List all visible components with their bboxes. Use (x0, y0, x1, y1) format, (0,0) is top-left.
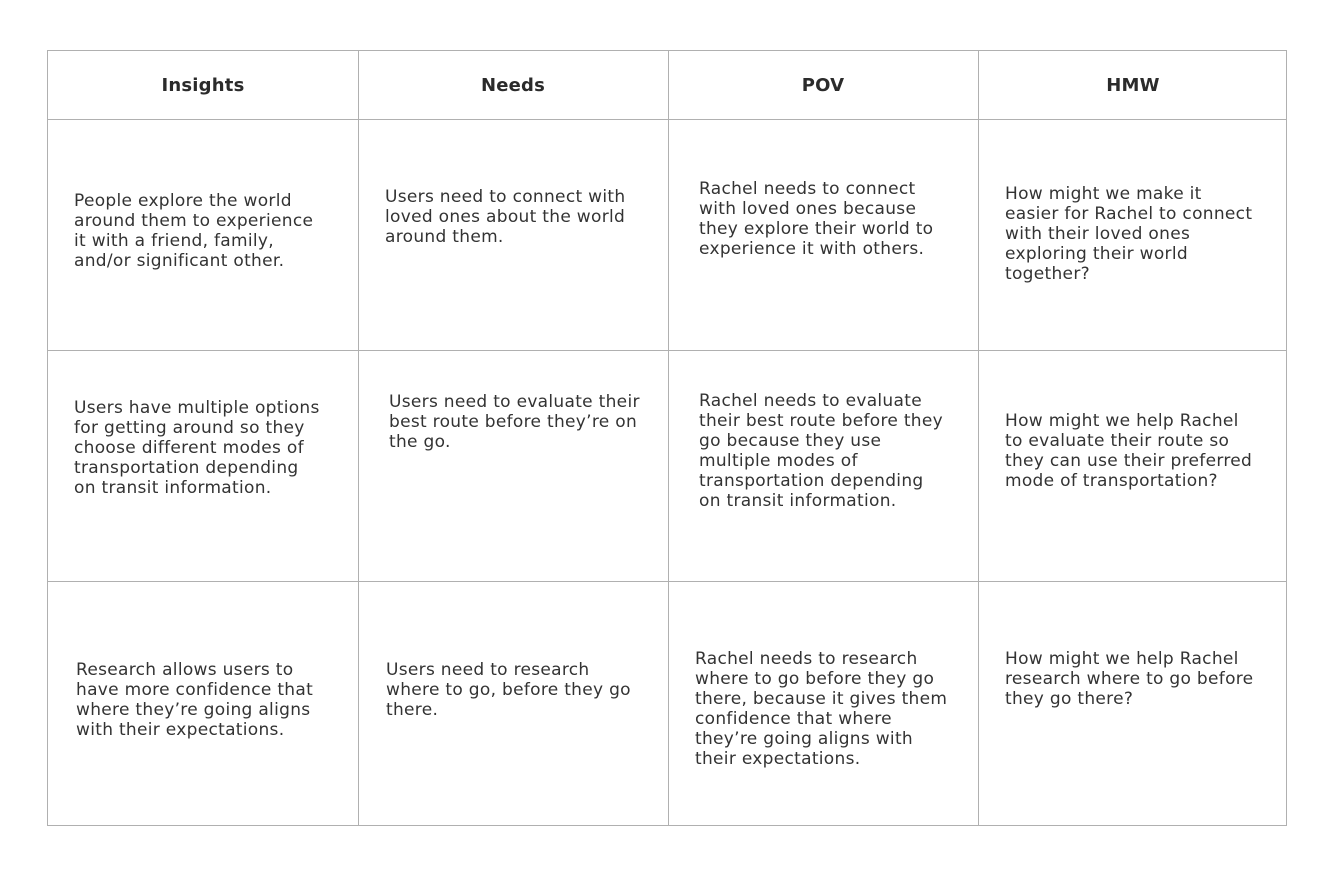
column-divider (978, 51, 979, 825)
row-3-hmw: How might we help Rachel research where to go before they go there? (1005, 649, 1254, 709)
row-divider (48, 119, 1286, 120)
column-divider (358, 51, 359, 825)
row-divider (48, 350, 1286, 351)
row-2-need: Users need to evaluate their best route before they’re on the go. (389, 392, 640, 452)
row-1-pov: Rachel needs to connect with loved ones because they explore their world to experience it with others. (699, 179, 934, 259)
header-pov: POV (801, 74, 845, 96)
header-needs: Needs (480, 74, 546, 96)
column-divider (668, 51, 669, 825)
row-2-pov: Rachel needs to evaluate their best route before they go because they use multiple modes of transportation depending on transit information. (699, 391, 943, 511)
row-1-insight: People explore the world around them to experience it with a friend, family, and/or significant other. (74, 191, 314, 271)
row-1-hmw: How might we make it easier for Rachel to connect with their loved ones exploring their world together? (1005, 184, 1253, 284)
header-insights: Insights (161, 74, 245, 96)
row-divider (48, 581, 1286, 582)
header-hmw: HMW (1106, 74, 1160, 96)
insights-needs-pov-hmw-table (47, 50, 1287, 826)
row-2-hmw: How might we help Rachel to evaluate their route so they can use their preferred mode of transportation? (1005, 411, 1253, 491)
row-1-need: Users need to connect with loved ones about the world around them. (385, 187, 626, 247)
row-3-pov: Rachel needs to research where to go before they go there, because it gives them confidence that where they’re going aligns with their expectations. (695, 649, 948, 769)
row-3-insight: Research allows users to have more confidence that where they’re going aligns with their expectations. (76, 660, 314, 740)
row-2-insight: Users have multiple options for getting around so they choose different modes of transportation depending on transit information. (74, 398, 320, 498)
row-3-need: Users need to research where to go, before they go there. (386, 660, 631, 720)
